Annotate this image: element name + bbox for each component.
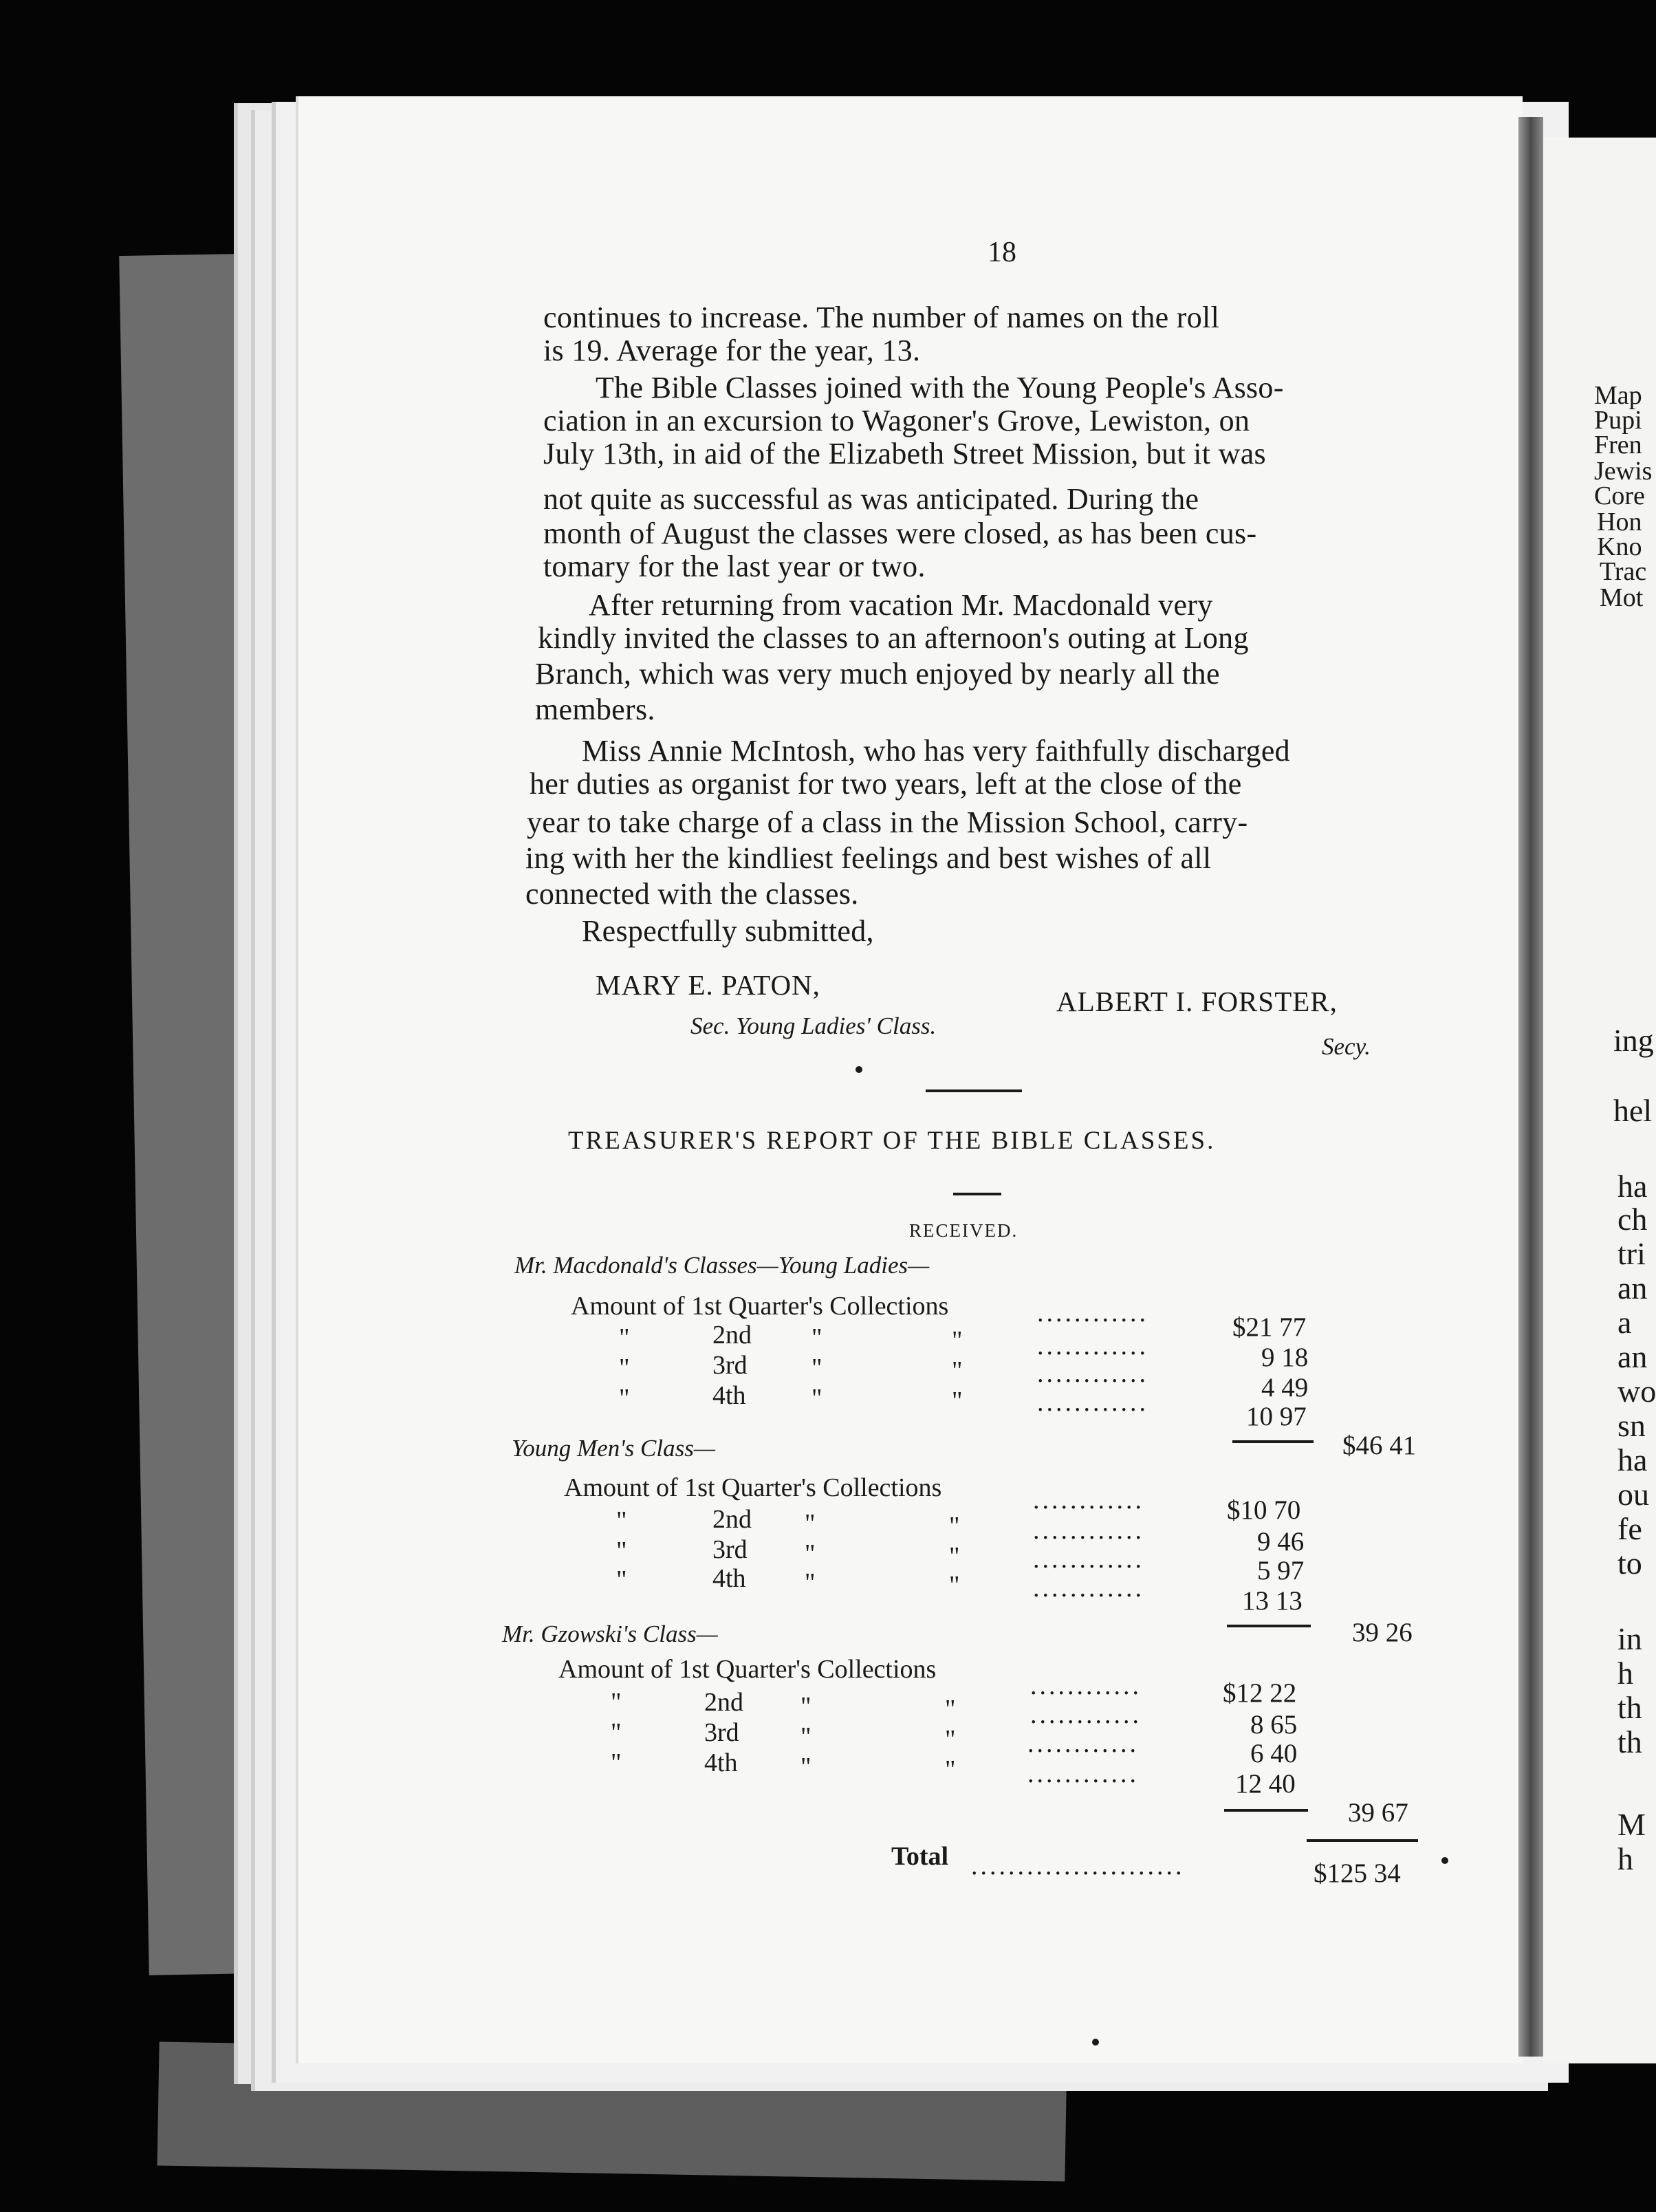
ditto-mark: " — [805, 1568, 816, 1597]
fragment-word: ing — [1613, 1023, 1654, 1058]
row-label: 3rd — [712, 1351, 748, 1380]
amount: 12 40 — [1235, 1769, 1296, 1799]
ditto-mark: " — [611, 1748, 622, 1777]
ditto-mark: " — [800, 1722, 811, 1751]
ink-speck — [856, 1066, 862, 1073]
book-gutter — [1518, 117, 1543, 2057]
ditto-mark: " — [949, 1542, 960, 1571]
amount: $12 22 — [1223, 1678, 1297, 1708]
row-label: 4th — [712, 1381, 746, 1410]
ditto-mark: " — [952, 1387, 963, 1416]
ditto-mark: " — [945, 1725, 956, 1754]
signature-right-role: Secy. — [1322, 1033, 1371, 1060]
total-rule — [1307, 1839, 1418, 1842]
ditto-mark: " — [616, 1506, 627, 1535]
fragment-word: h — [1617, 1841, 1633, 1876]
signature-left-role: Sec. Young Ladies' Class. — [690, 1012, 937, 1039]
row-label: 4th — [704, 1748, 738, 1777]
fragment-word: ch — [1617, 1202, 1648, 1237]
fragment-word: th — [1617, 1690, 1642, 1725]
body-line: tomary for the last year or two. — [543, 550, 926, 583]
fragment-word: Mot — [1600, 583, 1644, 612]
dot-leader: ............ — [1033, 1545, 1144, 1574]
dot-leader: ............ — [1027, 1759, 1139, 1788]
ditto-mark: " — [949, 1571, 960, 1600]
row-label: 3rd — [704, 1718, 739, 1747]
fragment-word: ou — [1617, 1477, 1649, 1512]
ditto-mark: " — [800, 1753, 811, 1781]
signature-left-name: MARY E. PATON, — [596, 969, 820, 1001]
ink-speck — [1441, 1857, 1448, 1864]
body-line: year to take charge of a class in the Mission School, carry- — [527, 805, 1248, 839]
ditto-mark: " — [952, 1356, 963, 1385]
ditto-mark: " — [616, 1537, 627, 1565]
body-line: members. — [535, 693, 655, 726]
row-label: Amount of 1st Quarter's Collections — [564, 1473, 942, 1502]
fragment-word: sn — [1617, 1408, 1646, 1443]
dot-leader: ............ — [1027, 1729, 1139, 1758]
fragment-word: Map — [1594, 381, 1642, 410]
section-divider — [926, 1089, 1022, 1092]
row-label: 2nd — [704, 1688, 743, 1717]
ditto-mark: " — [619, 1354, 630, 1382]
ditto-mark: " — [949, 1512, 960, 1541]
fragment-word: Core — [1594, 481, 1645, 510]
fragment-word: a — [1617, 1305, 1632, 1340]
fragment-word: Fren — [1594, 431, 1642, 459]
fragment-word: to — [1617, 1546, 1642, 1581]
amount: 9 46 — [1257, 1527, 1305, 1557]
ditto-mark: " — [952, 1326, 963, 1355]
report-subtitle: RECEIVED. — [909, 1220, 1018, 1241]
title-rule — [953, 1193, 1001, 1195]
subtotal-rule — [1224, 1809, 1308, 1812]
fragment-word: ha — [1617, 1442, 1648, 1477]
section-title: Young Men's Class— — [512, 1435, 715, 1462]
dot-leader: ............ — [1030, 1700, 1142, 1729]
subtotal: 39 26 — [1352, 1618, 1413, 1647]
dot-leader: ............ — [1037, 1388, 1148, 1417]
body-line: July 13th, in aid of the Elizabeth Street Mission, but it was — [543, 437, 1266, 470]
section-title: Mr. Macdonald's Classes—Young Ladies— — [514, 1252, 930, 1279]
body-line: The Bible Classes joined with the Young People's Asso- — [596, 371, 1284, 404]
body-line: After returning from vacation Mr. Macdonald very — [589, 588, 1213, 622]
row-label: 2nd — [712, 1321, 752, 1349]
body-line: continues to increase. The number of names on the roll — [543, 301, 1220, 334]
fragment-word: tri — [1617, 1236, 1646, 1271]
total-label: Total — [891, 1842, 949, 1871]
fragment-word: an — [1617, 1270, 1648, 1305]
row-label: Amount of 1st Quarter's Collections — [558, 1655, 937, 1684]
fragment-word: M — [1617, 1807, 1646, 1842]
row-label: 4th — [712, 1564, 746, 1593]
subtotal-rule — [1227, 1625, 1311, 1627]
body-line: month of August the classes were closed, as has been cus- — [543, 517, 1257, 550]
fragment-word: Pupi — [1594, 406, 1642, 435]
fragment-word: th — [1617, 1724, 1642, 1759]
section-title: Mr. Gzowski's Class— — [502, 1620, 718, 1647]
ditto-mark: " — [619, 1384, 630, 1413]
dot-leader: ............ — [1030, 1671, 1142, 1700]
fragment-word: Kno — [1597, 532, 1642, 561]
body-line: not quite as successful as was anticipated. During the — [543, 482, 1199, 516]
ditto-mark: " — [616, 1565, 627, 1594]
amount: 13 13 — [1242, 1586, 1303, 1616]
fragment-word: fe — [1617, 1511, 1642, 1546]
amount: 4 49 — [1261, 1373, 1309, 1402]
ditto-mark: " — [619, 1323, 630, 1352]
subtotal: 39 67 — [1348, 1798, 1408, 1828]
ditto-mark: " — [811, 1323, 822, 1352]
dot-leader: ............ — [1033, 1486, 1144, 1515]
amount: 8 65 — [1250, 1710, 1298, 1739]
ditto-mark: " — [811, 1384, 822, 1413]
ditto-mark: " — [945, 1695, 956, 1724]
ditto-mark: " — [800, 1692, 811, 1721]
total-amount: $125 34 — [1314, 1858, 1401, 1888]
ditto-mark: " — [611, 1688, 622, 1717]
signature-right-name: ALBERT I. FORSTER, — [1056, 986, 1338, 1017]
amount: 6 40 — [1250, 1739, 1298, 1768]
dot-leader: ............ — [1033, 1574, 1144, 1603]
amount: 9 18 — [1261, 1343, 1309, 1372]
report-title: TREASURER'S REPORT OF THE BIBLE CLASSES. — [568, 1127, 1216, 1155]
fragment-word: Hon — [1597, 508, 1642, 536]
row-label: Amount of 1st Quarter's Collections — [571, 1292, 949, 1321]
ditto-mark: " — [611, 1718, 622, 1747]
subtotal: $46 41 — [1342, 1431, 1417, 1460]
ditto-mark: " — [811, 1354, 822, 1382]
ditto-mark: " — [805, 1509, 816, 1538]
amount: $21 77 — [1232, 1312, 1307, 1342]
fragment-word: h — [1617, 1656, 1633, 1691]
body-line: ciation in an excursion to Wagoner's Grove, Lewiston, on — [543, 404, 1250, 437]
dot-leader: ............ — [1037, 1332, 1148, 1360]
body-line: Miss Annie McIntosh, who has very faithfully discharged — [582, 734, 1290, 768]
dot-leader: ............ — [1037, 1359, 1148, 1388]
page-number: 18 — [988, 237, 1016, 268]
total-dot-leader: ....................... — [971, 1852, 1185, 1880]
body-line: Branch, which was very much enjoyed by nearly all the — [535, 657, 1220, 691]
body-line: ing with her the kindliest feelings and best wishes of all — [525, 841, 1212, 875]
row-label: 2nd — [712, 1505, 752, 1534]
amount: $10 70 — [1227, 1495, 1301, 1525]
fragment-word: ha — [1617, 1169, 1648, 1204]
body-line: is 19. Average for the year, 13. — [543, 334, 921, 367]
ink-speck — [1092, 2039, 1099, 2046]
subtotal-rule — [1232, 1440, 1314, 1443]
body-line: connected with the classes. — [525, 877, 859, 911]
ditto-mark: " — [945, 1755, 956, 1784]
row-label: 3rd — [712, 1535, 748, 1564]
body-line: kindly invited the classes to an afternoon's outing at Long — [538, 621, 1249, 655]
ditto-mark: " — [805, 1539, 816, 1568]
fragment-word: Jewis — [1594, 457, 1653, 486]
fragment-word: Trac — [1600, 557, 1647, 586]
dot-leader: ............ — [1033, 1516, 1144, 1545]
amount: 10 97 — [1246, 1402, 1307, 1431]
fragment-word: in — [1617, 1621, 1642, 1656]
dot-leader: ............ — [1037, 1299, 1148, 1327]
fragment-word: wo — [1617, 1374, 1656, 1409]
fragment-word: an — [1617, 1339, 1648, 1374]
body-line: her duties as organist for two years, left at the close of the — [530, 767, 1242, 801]
amount: 5 97 — [1257, 1556, 1305, 1585]
body-line: Respectfully submitted, — [582, 914, 874, 948]
fragment-word: hel — [1613, 1093, 1653, 1128]
